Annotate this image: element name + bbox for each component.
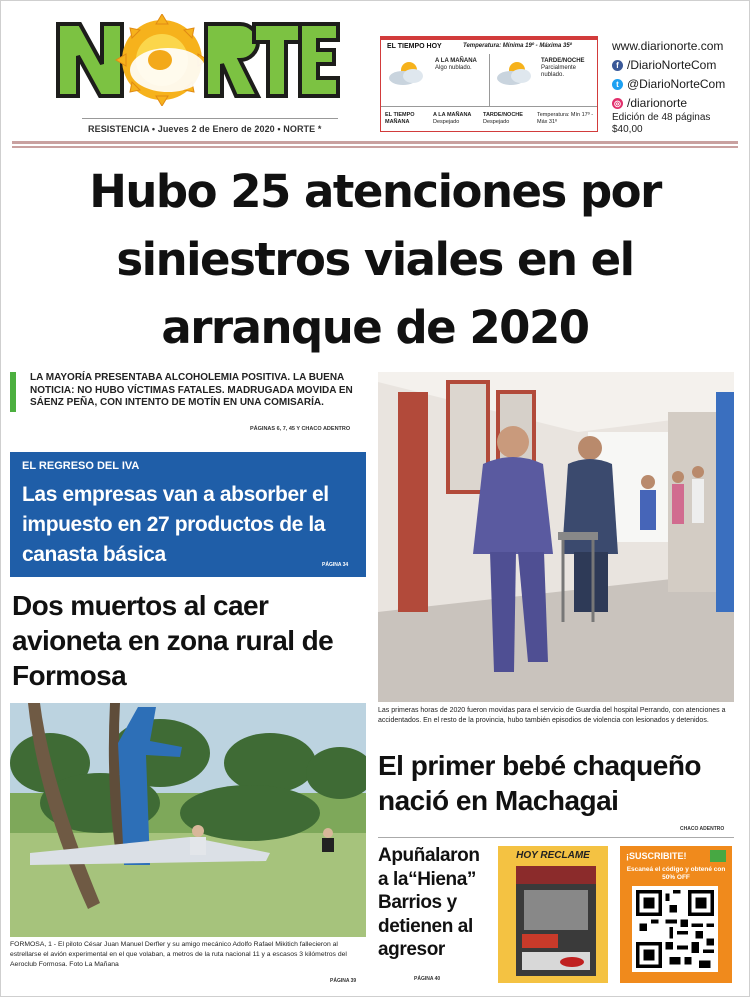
weather-tomorrow-night: TARDE/NOCHE Despejado xyxy=(483,112,523,125)
kicker-accent-bar xyxy=(10,372,16,412)
instagram-icon: ◎ xyxy=(612,98,623,109)
reclame-title: HOY RECLAME xyxy=(516,850,590,861)
iva-story-box[interactable] xyxy=(10,452,366,577)
facebook-icon: f xyxy=(612,60,623,71)
plane-crash-caption: FORMOSA, 1 - El piloto César Juan Manuel Derfler y su amigo mecánico Adolfo Rafael Mikitich fallecieron al estrellarse el avión experimental en el que volaban, a metros de la ruta nacional 11 y a escasos 3 kilómetros del Aeroclub Formosa. Foto La Mañana xyxy=(10,941,347,968)
iva-title: Las empresas van a absorber el impuesto en 27 productos de la canasta básica xyxy=(22,483,329,566)
apunalaron-pages: PÁGINA 40 xyxy=(414,976,441,982)
masthead-rule xyxy=(12,141,738,148)
instagram-link[interactable]: ◎ /diarionorte xyxy=(614,96,688,110)
plane-crash-photo xyxy=(10,703,366,937)
website-link[interactable]: www.diarionorte.com xyxy=(612,39,724,53)
twitter-icon: t xyxy=(612,79,623,90)
weather-divider xyxy=(489,54,490,106)
weather-temps: Temperatura: Mínima 19º - Máxima 35º xyxy=(463,43,572,49)
bebe-headline[interactable]: El primer bebé chaqueño nació en Machagai xyxy=(378,750,702,816)
social-links xyxy=(612,37,725,113)
facebook-link[interactable]: f /DiarioNorteCom xyxy=(612,56,725,75)
avioneta-pages: PÁGINA 39 xyxy=(330,978,357,984)
iva-kicker: EL REGRESO DEL IVA xyxy=(22,460,140,472)
kicker-pages: PÁGINAS 6, 7, 45 Y CHACO ADENTRO xyxy=(250,426,351,432)
bebe-pages: CHACO ADENTRO xyxy=(680,826,725,832)
suscribite-promo[interactable] xyxy=(620,846,732,983)
weather-box xyxy=(380,36,598,132)
weather-tomorrow-morning: A LA MAÑANA Despejado xyxy=(433,112,472,125)
partly-cloudy-icon xyxy=(385,60,429,86)
magazine-cover-image xyxy=(516,866,596,976)
weather-tomorrow-temps: Temperatura: Mín 17º - Máx 31º xyxy=(537,112,594,125)
partly-cloudy-icon xyxy=(493,60,537,86)
headline-kicker: LA MAYORÍA PRESENTABA ALCOHOLEMIA POSITIVA. LA BUENA NOTICIA: NO HUBO VÍCTIMAS FATALES. MADRUGADA MOVIDA EN SÁENZ PEÑA, CON INTENTO DE MOTÍN EN UNA COMISARÍA. xyxy=(30,372,353,408)
qr-code-icon[interactable] xyxy=(632,886,718,972)
suscribite-title: ¡SUSCRIBITE! xyxy=(626,851,687,861)
weather-afternoon: TARDE/NOCHE Parcialmente nublado. xyxy=(541,58,585,78)
bebe-rule xyxy=(378,837,734,838)
weather-row-divider xyxy=(381,106,597,107)
iva-pages: PÁGINA 34 xyxy=(322,562,349,568)
hospital-caption: Las primeras horas de 2020 fueron movidas para el servicio de Guardia del hospital Perrando, con atenciones a accidentados. En el resto de la provincia, hubo también episodios de violencia con lesionados y detenidos. xyxy=(378,707,726,724)
norte-logo xyxy=(54,14,342,106)
suscribite-text: Escaneá el código y obtené con 50% OFF xyxy=(626,866,726,881)
dateline-rule xyxy=(82,118,338,119)
apunalaron-headline[interactable]: Apuñalaron a la“Hiena” Barrios y detienen al agresor xyxy=(378,845,480,960)
weather-tomorrow-label: EL TIEMPO MAÑANA xyxy=(385,112,415,125)
weather-title: EL TIEMPO HOY xyxy=(387,43,442,50)
suscribite-badge xyxy=(710,850,726,862)
weather-morning: A LA MAÑANA Algo nublado. xyxy=(435,58,477,71)
hospital-corridor-photo xyxy=(378,372,734,702)
twitter-link[interactable]: t @DiarioNorteCom xyxy=(612,75,725,94)
dateline: RESISTENCIA • Jueves 2 de Enero de 2020 • NORTE * xyxy=(88,124,322,134)
reclame-promo[interactable] xyxy=(498,846,608,983)
avioneta-headline[interactable]: Dos muertos al caer avioneta en zona rural de Formosa xyxy=(12,590,334,691)
main-headline[interactable]: Hubo 25 atenciones por siniestros viales en el arranque de 2020 xyxy=(89,165,661,354)
edition-info: Edición de 48 páginas $40,00 xyxy=(612,112,711,135)
